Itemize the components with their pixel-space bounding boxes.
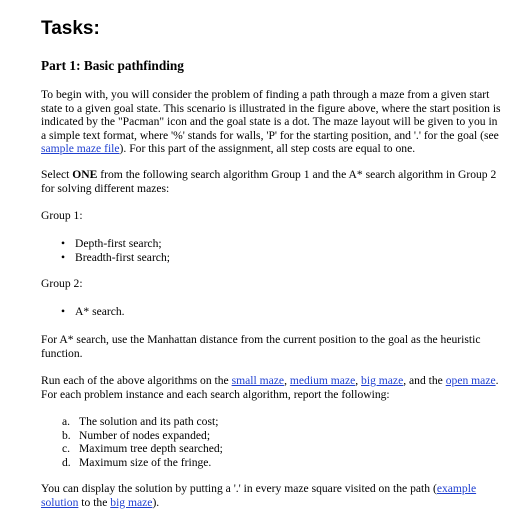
open-maze-link[interactable]: open maze	[445, 374, 496, 387]
select-text-1: Select	[41, 168, 73, 181]
display-text-3: ).	[152, 495, 160, 509]
bullet-icon: •	[61, 250, 66, 264]
list-item-text: The solution and its path cost;	[79, 415, 219, 428]
list-number: b.	[62, 428, 71, 442]
select-text-2: from the following search algorithm Group 1 and the A* search algorithm in Group 2 for solving different mazes:	[41, 168, 497, 195]
bullet-icon: •	[61, 237, 66, 250]
list-item	[41, 415, 223, 429]
list-item	[41, 442, 223, 456]
list-item	[41, 305, 125, 319]
group1-list	[41, 237, 170, 264]
list-item	[41, 429, 223, 443]
intro-text-1: To begin with, you will consider the problem of finding a path through a maze from a given start state to a given goal state. This scenario is illustrated in the figure above, where the start position is indicated by the "Pacman" icon and the goal state is a dot. The maze layout will be given to you in a simple text format, where '%' stands for walls, 'P' for the starting position, and '.' for the goal (see	[41, 88, 501, 142]
run-text-1: Run each of the above algorithms on the	[41, 374, 232, 387]
list-item	[41, 237, 170, 251]
run-text-5: . For each problem instance and each search algorithm, report the following:	[41, 374, 499, 401]
page-heading: Tasks:	[41, 18, 100, 39]
run-text-3: ,	[355, 374, 362, 387]
intro-paragraph	[41, 88, 503, 156]
bullet-icon: •	[61, 305, 66, 318]
big-maze-link[interactable]: big maze	[361, 374, 404, 387]
medium-maze-link[interactable]: medium maze	[289, 374, 356, 387]
group1-label: Group 1:	[41, 209, 83, 222]
display-paragraph	[41, 482, 503, 509]
list-item-text: Maximum tree depth searched;	[79, 442, 223, 456]
example-solution-link[interactable]: example solution	[41, 482, 477, 509]
small-maze-link[interactable]: small maze	[231, 374, 285, 387]
list-item	[41, 456, 223, 470]
run-text-2: ,	[284, 374, 290, 387]
list-item-text: Number of nodes expanded;	[79, 428, 211, 442]
report-list	[41, 415, 223, 469]
list-item	[41, 251, 170, 265]
sample-maze-file-link[interactable]: sample maze file	[41, 142, 120, 156]
display-text-1: You can display the solution by putting a '.' in every maze square visited on the path (	[41, 482, 437, 495]
run-paragraph	[41, 374, 503, 401]
heuristic-paragraph: For A* search, use the Manhattan distance from the current position to the goal as the heuristic function.	[41, 333, 481, 360]
display-text-2: to the	[78, 495, 111, 509]
list-item-text: Maximum size of the fringe.	[79, 455, 212, 469]
big-maze-link-2[interactable]: big maze	[110, 495, 153, 509]
select-bold-one: ONE	[72, 168, 98, 181]
list-number: d.	[62, 455, 71, 469]
run-text-4: , and the	[403, 374, 446, 387]
group2-label: Group 2:	[41, 277, 83, 290]
list-item-text: A* search.	[75, 305, 125, 318]
list-number: c.	[62, 442, 71, 456]
list-number: a.	[62, 415, 71, 428]
part-title: Part 1: Basic pathfinding	[41, 58, 184, 73]
group2-list	[41, 305, 125, 319]
list-item-text: Depth-first search;	[75, 237, 162, 250]
select-paragraph	[41, 168, 503, 195]
intro-text-2: ). For this part of the assignment, all step costs are equal to one.	[119, 142, 416, 156]
list-item-text: Breadth-first search;	[75, 250, 170, 264]
